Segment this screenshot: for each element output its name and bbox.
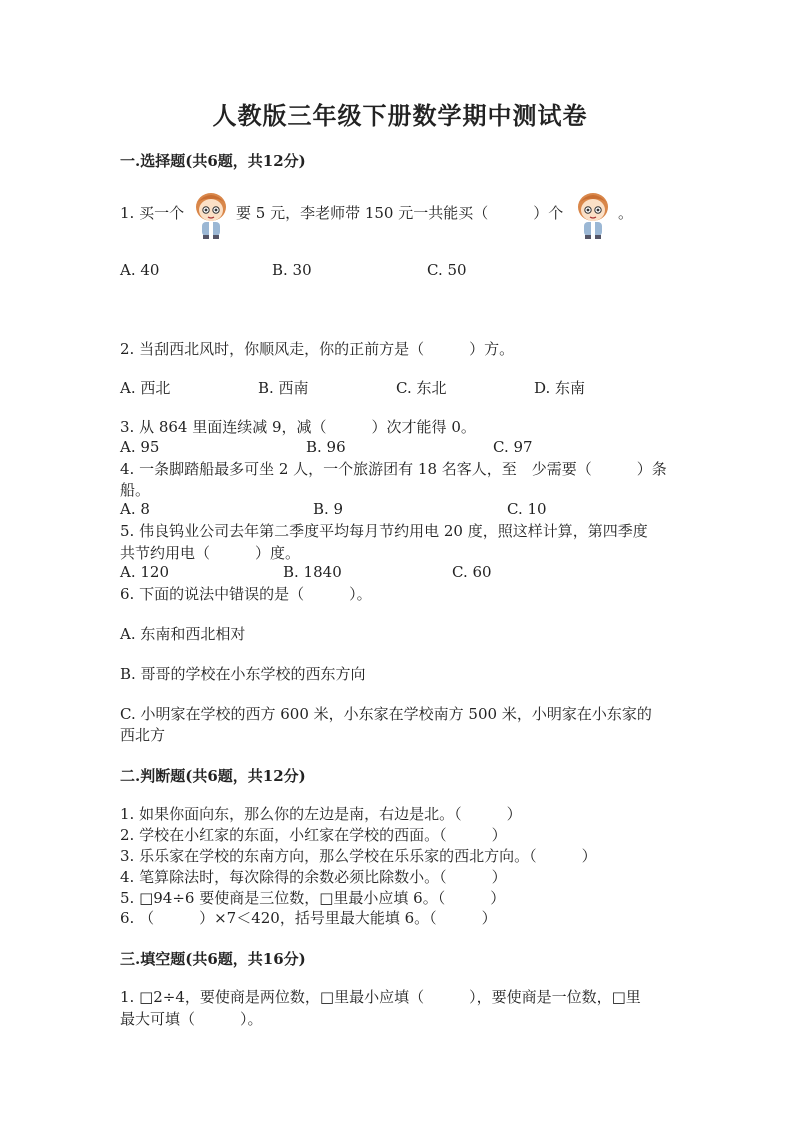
option-b[interactable]: B. 30 [272, 261, 312, 279]
question-text: 1. □2÷4，要使商是两位数，□里最小应填（ ），要使商是一位数，□里 [120, 988, 641, 1006]
question-text: 5. 伟良钨业公司去年第二季度平均每月节约用电 20 度，照这样计算，第四季度 [120, 522, 648, 540]
option-c[interactable]: C. 97 [493, 438, 533, 456]
judgement-item: 5. □94÷6 要使商是三位数，□里最小应填 6。（ ） [120, 889, 506, 907]
option-c[interactable]: C. 60 [452, 563, 492, 581]
option-a[interactable]: A. 东南和西北相对 [120, 625, 246, 643]
option-a[interactable]: A. 8 [120, 500, 150, 518]
question-text: 船。 [120, 481, 151, 499]
question-text: 共节约用电（ ）度。 [120, 544, 301, 562]
question-part: 1. 买一个 [120, 204, 185, 222]
boy-icon [570, 190, 616, 240]
option-a[interactable]: A. 40 [120, 261, 160, 279]
question-text: 要 5 元，李老师带 150 元一共能买（ ）个 [236, 204, 564, 222]
option-c[interactable]: C. 10 [507, 500, 547, 518]
section-heading-fill-blank: 三.填空题(共6题，共16分) [120, 950, 306, 968]
judgement-item: 6. （ ）×7＜420，括号里最大能填 6。（ ） [120, 909, 497, 927]
option-b[interactable]: B. 1840 [283, 563, 342, 581]
judgement-item: 3. 乐乐家在学校的东南方向，那么学校在乐乐家的西北方向。（ ） [120, 847, 597, 865]
option-b[interactable]: B. 96 [306, 438, 346, 456]
section-heading-judgement: 二.判断题(共6题，共12分) [120, 767, 306, 785]
question-text: 6. 下面的说法中错误的是（ ）。 [120, 585, 372, 603]
judgement-item: 1. 如果你面向东，那么你的左边是南，右边是北。（ ） [120, 805, 522, 823]
option-c-continued: 西北方 [120, 726, 166, 744]
option-c[interactable]: C. 50 [427, 261, 467, 279]
question-text: 最大可填（ ）。 [120, 1010, 263, 1028]
option-b[interactable]: B. 哥哥的学校在小东学校的西东方向 [120, 665, 366, 683]
question-text: 。 [618, 204, 634, 222]
judgement-item: 4. 笔算除法时，每次除得的余数必须比除数小。（ ） [120, 868, 507, 886]
section-heading-choice: 一.选择题(共6题，共12分) [120, 152, 306, 170]
option-a[interactable]: A. 西北 [120, 379, 171, 397]
option-d[interactable]: D. 东南 [534, 379, 586, 397]
option-c[interactable]: C. 小明家在学校的西方 600 米，小东家在学校南方 500 米，小明家在小东家的 [120, 705, 652, 723]
option-a[interactable]: A. 95 [120, 438, 160, 456]
option-b[interactable]: B. 西南 [258, 379, 309, 397]
question-text: 4. 一条脚踏船最多可坐 2 人，一个旅游团有 18 名客人，至 少需要（ ）条 [120, 460, 667, 478]
option-b[interactable]: B. 9 [313, 500, 344, 518]
option-a[interactable]: A. 120 [120, 563, 169, 581]
page-title: 人教版三年级下册数学期中测试卷 [212, 101, 588, 130]
option-c[interactable]: C. 东北 [396, 379, 447, 397]
question-text: 3. 从 864 里面连续减 9，减（ ）次才能得 0。 [120, 418, 476, 436]
boy-icon [188, 190, 234, 240]
judgement-item: 2. 学校在小红家的东面，小红家在学校的西面。（ ） [120, 826, 507, 844]
question-text [120, 202, 184, 223]
question-text: 2. 当刮西北风时，你顺风走，你的正前方是（ ）方。 [120, 340, 515, 358]
